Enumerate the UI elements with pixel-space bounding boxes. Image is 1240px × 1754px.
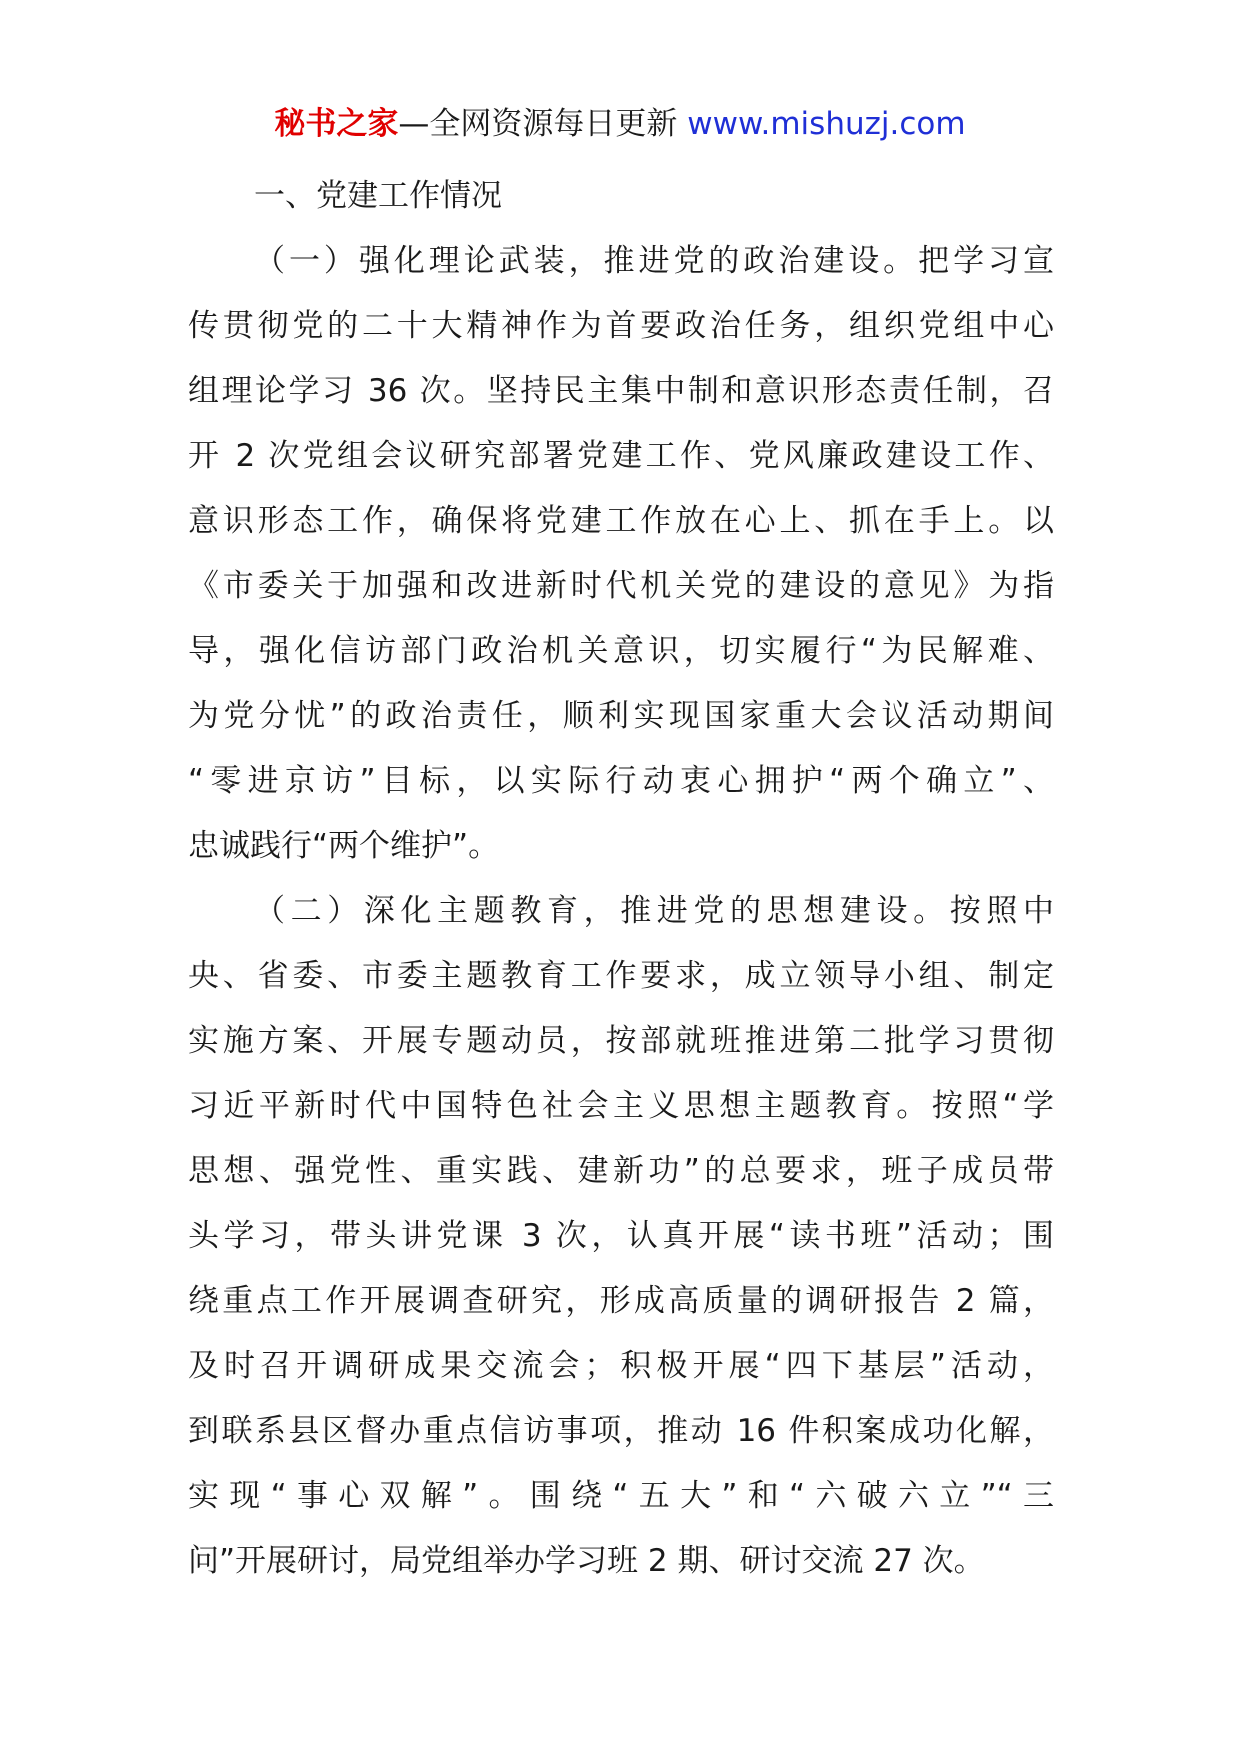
paragraph-line: 问”开展研讨，局党组举办学习班 2 期、研讨交流 27 次。 [188,1543,985,1579]
paragraph-line: 实现“事心双解”。围绕“五大”和“六破六立”“三 [188,1478,1054,1514]
header-url-link[interactable]: www.mishuzj.com [687,106,966,142]
paragraph-line: 实施方案、开展专题动员，按部就班推进第二批学习贯彻 [188,1023,1054,1059]
document-body [188,164,1054,1594]
paragraph-line: 忠诚践行“两个维护”。 [188,828,500,864]
paragraph-line: 习近平新时代中国特色社会主义思想主题教育。按照“学 [188,1088,1054,1124]
paragraph-line: （二）深化主题教育，推进党的思想建设。按照中 [254,893,1054,929]
paragraph-line: 开 2 次党组会议研究部署党建工作、党风廉政建设工作、 [188,438,1054,474]
paragraph-line: 到联系县区督办重点信访事项，推动 16 件积案成功化解， [188,1413,1054,1449]
paragraph-line: 绕重点工作开展调查研究，形成高质量的调研报告 2 篇， [188,1283,1054,1319]
paragraph-line: 导，强化信访部门政治机关意识，切实履行“为民解难、 [188,633,1054,669]
paragraph-line: 《市委关于加强和改进新时代机关党的建设的意见》为指 [188,568,1054,604]
paragraph-line: 意识形态工作，确保将党建工作放在心上、抓在手上。以 [188,503,1054,539]
paragraph-line: （一）强化理论武装，推进党的政治建设。把学习宣 [254,243,1054,279]
paragraph-line: 央、省委、市委主题教育工作要求，成立领导小组、制定 [188,958,1054,994]
paragraph-line: 头学习，带头讲党课 3 次，认真开展“读书班”活动；围 [188,1218,1054,1254]
section-heading: 一、党建工作情况 [254,178,502,214]
paragraph-line: 为党分忧”的政治责任，顺利实现国家重大会议活动期间 [188,698,1054,734]
header-tagline: —全网资源每日更新 [398,106,688,142]
page-header [0,100,1240,148]
paragraph-line: 及时召开调研成果交流会；积极开展“四下基层”活动， [188,1348,1054,1384]
brand-name: 秘书之家 [274,106,399,142]
paragraph-line: 思想、强党性、重实践、建新功”的总要求，班子成员带 [188,1153,1054,1189]
paragraph-line: 组理论学习 36 次。坚持民主集中制和意识形态责任制，召 [188,373,1054,409]
paragraph-line: 传贯彻党的二十大精神作为首要政治任务，组织党组中心 [188,308,1054,344]
paragraph-line: “零进京访”目标，以实际行动衷心拥护“两个确立”、 [188,763,1054,799]
